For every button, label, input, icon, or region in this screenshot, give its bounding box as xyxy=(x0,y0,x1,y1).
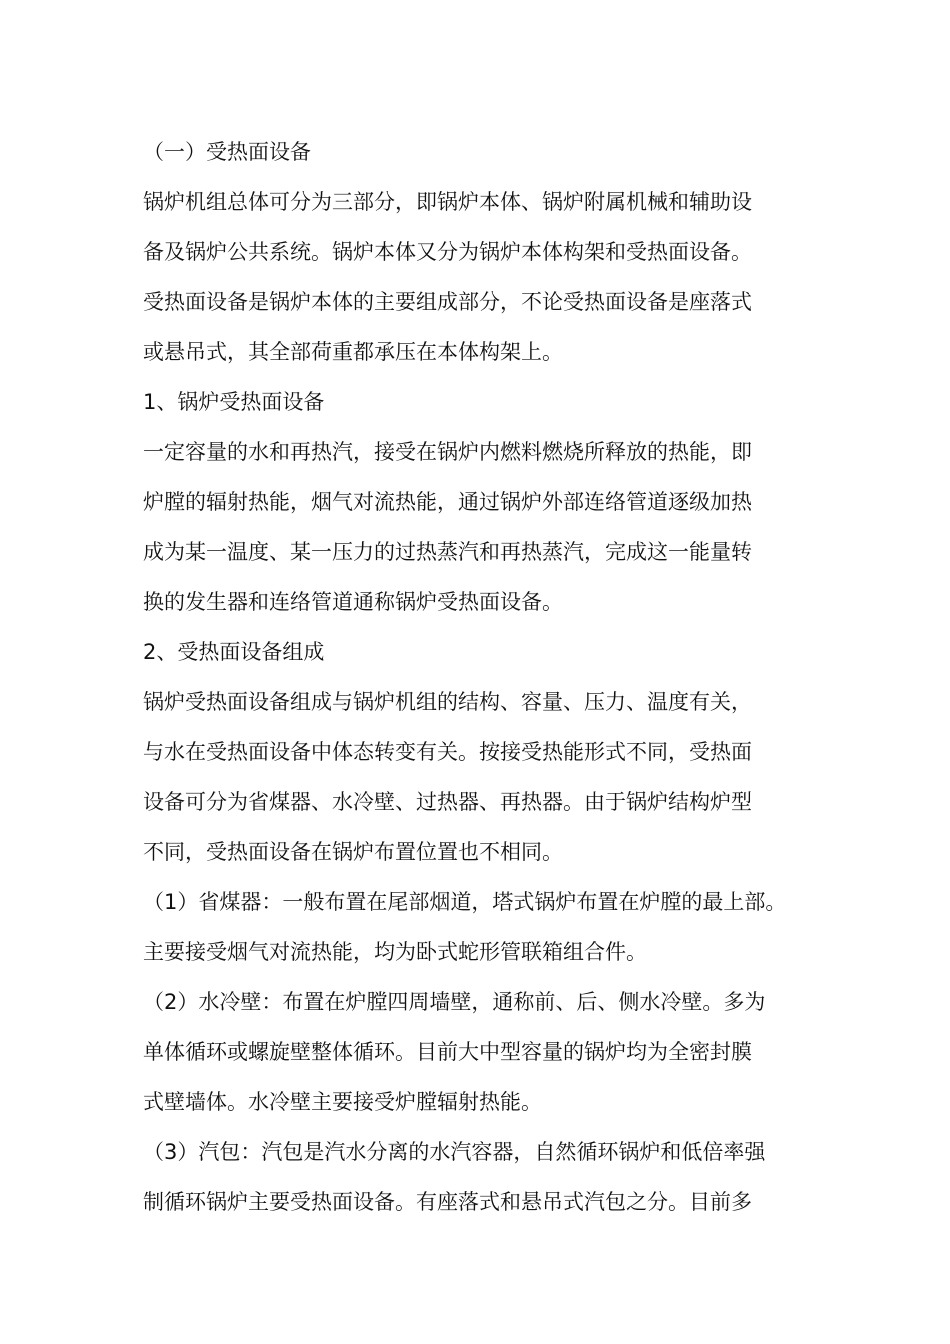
text-line: 成为某一温度、某一压力的过热蒸汽和再热蒸汽，完成这一能量转 xyxy=(143,540,752,564)
text-line: 炉膛的辐射热能，烟气对流热能，通过锅炉外部连络管道逐级加热 xyxy=(143,490,752,514)
document-body xyxy=(143,127,823,1227)
list-item-line: （1）省煤器：一般布置在尾部烟道，塔式锅炉布置在炉膛的最上部。 xyxy=(143,890,787,914)
subsection-heading: 2、受热面设备组成 xyxy=(143,640,325,664)
text-line: 一定容量的水和再热汽，接受在锅炉内燃料燃烧所释放的热能，即 xyxy=(143,440,752,464)
text-line: 主要接受烟气对流热能，均为卧式蛇形管联箱组合件。 xyxy=(143,940,647,964)
text-line: 或悬吊式，其全部荷重都承压在本体构架上。 xyxy=(143,340,563,364)
list-item-line: （3）汽包：汽包是汽水分离的水汽容器，自然循环锅炉和低倍率强 xyxy=(143,1140,766,1164)
text-line: 锅炉机组总体可分为三部分，即锅炉本体、锅炉附属机械和辅助设 xyxy=(143,190,752,214)
section-heading: （一）受热面设备 xyxy=(143,140,311,164)
text-line: 不同，受热面设备在锅炉布置位置也不相同。 xyxy=(143,840,563,864)
text-line: 制循环锅炉主要受热面设备。有座落式和悬吊式汽包之分。目前多 xyxy=(143,1190,752,1214)
text-line: 式壁墙体。水冷壁主要接受炉膛辐射热能。 xyxy=(143,1090,542,1114)
list-item-line: （2）水冷壁：布置在炉膛四周墙壁，通称前、后、侧水冷壁。多为 xyxy=(143,990,766,1014)
text-line: 与水在受热面设备中体态转变有关。按接受热能形式不同，受热面 xyxy=(143,740,752,764)
text-line: 换的发生器和连络管道通称锅炉受热面设备。 xyxy=(143,590,563,614)
text-line: 锅炉受热面设备组成与锅炉机组的结构、容量、压力、温度有关， xyxy=(143,690,752,714)
text-line: 单体循环或螺旋壁整体循环。目前大中型容量的锅炉均为全密封膜 xyxy=(143,1040,752,1064)
text-line: 备及锅炉公共系统。锅炉本体又分为锅炉本体构架和受热面设备。 xyxy=(143,240,752,264)
text-line: 设备可分为省煤器、水冷壁、过热器、再热器。由于锅炉结构炉型 xyxy=(143,790,752,814)
text-line: 受热面设备是锅炉本体的主要组成部分，不论受热面设备是座落式 xyxy=(143,290,752,314)
subsection-heading: 1、锅炉受热面设备 xyxy=(143,390,325,414)
